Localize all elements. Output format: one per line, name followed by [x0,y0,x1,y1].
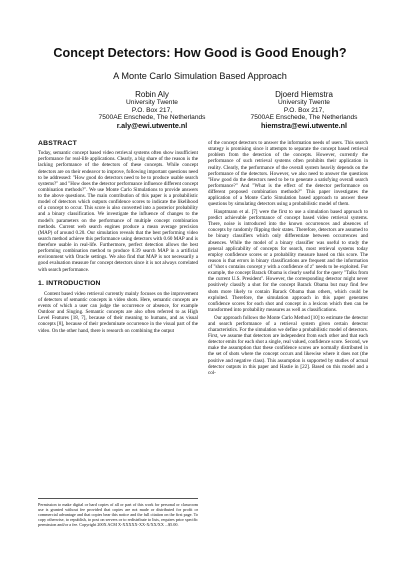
body-paragraph-1: of the concept detectors to answer the information needs of users. This search strategy is promising since it attempts to separate the concept based retrieval problem from the detection of the concepts. However, currently the performance of such retrieval systems often prohibits their application in reality. Clearly, the performance of the overall system heavily depends on the performance of the detectors. However, we also need to answer the questions "How good do the detectors need to be to generate a satisfying overall search performance?" And "What is the effect of the detector performance on different proposed combination methods?" This paper investigates the application of a Monte Carlo Simulation based approach to answer these questions by simulating detectors using a probabilistic model of them. [208,140,368,208]
author-affiliation: University Twente [126,99,178,106]
author-email[interactable]: hiemstra@ewi.utwente.nl [260,120,348,130]
author-affiliation: University Twente [278,99,330,106]
author-name: Djoerd Hiemstra [275,90,333,99]
author-block-2 [234,90,374,130]
author-block-1 [82,90,222,130]
left-column [38,138,198,335]
introduction-heading: 1. INTRODUCTION [38,279,101,287]
author-address-line-2: 7500AE Enschede, The Netherlands [98,114,206,122]
paper-subtitle: A Monte Carlo Simulation Based Approach [113,71,287,81]
abstract-text: Today, semantic concept based video retrieval systems often show insufficient performance for real-life applications. Clearly, a big share of the reason is the lacking performance of the detectors of these concepts. While concept detectors are on their endeavor to improve, following important questions need to be addressed: "How good do detectors need to be to produce usable search systems?" and "How does the detector performance influence different concept combination methods?". We use Monte Carlo Simulations to provide answers to the above questions. The main contribution of this paper is a probabilistic model of detectors which outputs confidence scores to indicate the likelihood of a concept to occur. This score is also converted into a posterior probability and a binary classification. We investigate the influence of changes to the model's parameters on the performance of multiple concept combination methods. Current web search engines produce a mean average precision (MAP) of around 0.20. Our simulation reveals that the best performing video search method achieve this performance using detectors with 0.60 MAP and is therefore usable in real-life. Furthermore, perfect detection allows the best performing combination method to produce 0.39 search MAP in a artificial environment with Oracle settings. We also find that MAP is not necessarily a good evaluation measure for concept detectors since it is not always correlated with search performance. [38,150,198,273]
body-paragraph-2: Hauptmann et al. [7] were the first to use a simulation based approach to predict achievable performance of concept based video retrieval systems. There, noise is introduced into the known occurrences and absences of concepts by randomly flipping their states. Therefore, detectors are assumed to be binary classifiers which only differentiate between occurrences and absences. While the model of a binary classifier was useful to study the general applicability of concepts for search, most retrieval systems today employ confidence scores or a probability measure based on this score. The reason is that errors in binary classifications are frequent and the information of "shot s contains concept y with a confidence of z" needs to be exploited. For example, the concept Barack Obama is clearly useful for the query "Talks from the current U.S. President". However, the corresponding detector might never positively classify a shot for the concept Barack Obama but may find few shots more likely to contain Barack Obama than others, which could be exploited. Therefore, the simulation approach in this paper generates confidence scores for each shot and concept in a lexicon which then can be transformed into probability measures as well as classifications. [208,208,368,313]
right-column [208,140,368,378]
abstract-heading: ABSTRACT [38,140,77,147]
paper-title: Concept Detectors: How Good is Good Enough? [53,46,347,60]
author-address-line-1: P.O. Box 217, [131,106,173,114]
author-address-line-1: P.O. Box 217, [283,106,325,114]
author-name: Robin Aly [135,90,169,99]
permission-notice: Permission to make digital or hard copies of all or part of this work for personal or classroom use is granted without fee provided that copies are not made or distributed for profit or commercial advantage and that copies bear this notice and the full citation on the first page. To copy otherwise, to republish, to post on servers or to redistribute to lists, requires prior specific permission and/or a fee. Copyright 200X ACM X-XXXXX-XX-X/XX/XX ...$5.00. [38,498,198,527]
author-email[interactable]: r.aly@ewi.utwente.nl [116,120,188,130]
introduction-paragraph: Content based video retrieval currently mainly focuses on the improvement of detectors of semantic concepts in video shots. Here, semantic concepts are events of which a user can judge the occurrence or absence, for example Outdoor and Singing. Semantic concepts are also often referred to as High Level Features [18, 7], because of their meaning to humans, and as visual concepts [8], because of their predominate occurrence in the visual part of the video. On the other hand, there is research on combining the output [38,290,198,334]
body-paragraph-3: Our approach follows the Monte Carlo Method [10] to estimate the detector and search performance of a retrieval system given certain detector characteristics. For the simulation we define a probabilistic model of detectors. First, we assume that detectors are independent from each other and that each detector emits for each shot a single, real valued, confidence score. Second, we make the assumption that these confidence scores are normally distributed in the set of shots where the concept occurs and likewise where it does not (the positive and negative class). This assumption is supported by studies of actual detector outputs in this paper and Hastie in [22]. Based on this model and a col- [208,314,368,376]
author-address-line-2: 7500AE Enschede, The Netherlands [250,114,358,122]
